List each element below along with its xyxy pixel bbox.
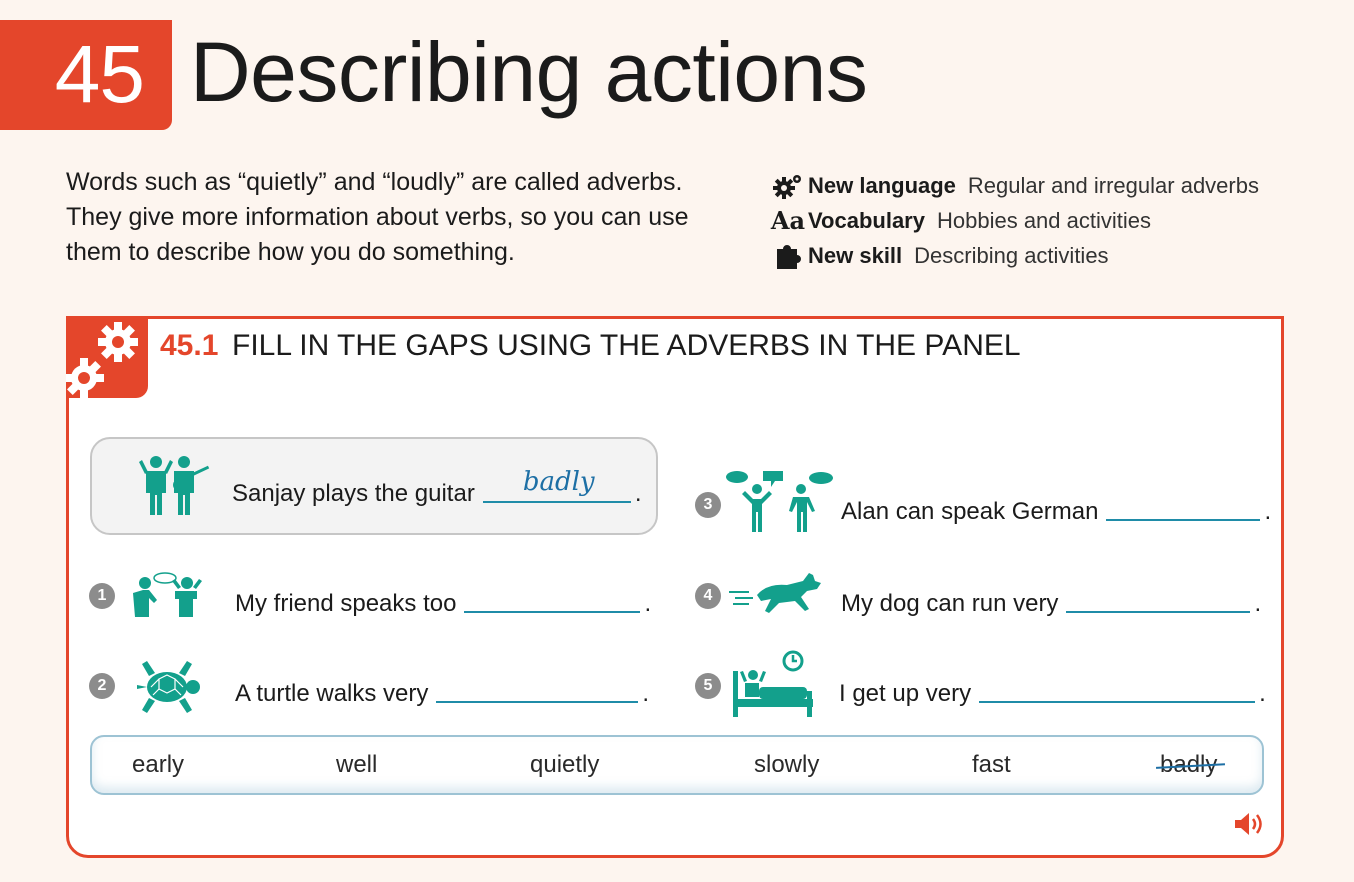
people-speaking-icon bbox=[725, 469, 835, 533]
sentence-end: . bbox=[1254, 590, 1262, 617]
waking-up-in-bed-icon bbox=[731, 649, 815, 719]
question-text: I get up very bbox=[839, 680, 972, 707]
panel-word: fast bbox=[972, 751, 1011, 778]
summary-value: Hobbies and activities bbox=[936, 207, 1151, 233]
unit-number-badge bbox=[0, 20, 172, 130]
guitar-player-icon bbox=[138, 455, 214, 517]
question-text: My friend speaks too bbox=[235, 590, 457, 617]
example-answer: badly bbox=[522, 467, 595, 497]
question-4 bbox=[841, 581, 1261, 618]
summary-value: Regular and irregular adverbs bbox=[967, 172, 1259, 198]
question-text: Alan can speak German bbox=[841, 498, 1099, 525]
summary-new-language bbox=[768, 168, 1259, 203]
question-3 bbox=[841, 489, 1271, 526]
exercise-gear-tab bbox=[66, 316, 148, 398]
question-2 bbox=[235, 671, 649, 708]
unit-number: 45 bbox=[54, 29, 144, 120]
summary-label: New skill bbox=[808, 242, 903, 268]
answer-blank[interactable] bbox=[436, 673, 638, 703]
answer-blank[interactable] bbox=[979, 673, 1255, 703]
question-5 bbox=[839, 671, 1266, 708]
adverb-panel bbox=[90, 735, 1264, 795]
unit-title: Describing actions bbox=[190, 25, 868, 119]
question-number-badge: 2 bbox=[89, 673, 115, 699]
turtle-icon bbox=[135, 653, 201, 717]
panel-word: well bbox=[336, 751, 378, 778]
summary-label: New language bbox=[808, 172, 956, 198]
example-question bbox=[232, 467, 642, 508]
exercise-number: 45.1 bbox=[160, 329, 219, 362]
answer-blank[interactable] bbox=[483, 467, 631, 503]
answer-blank[interactable] bbox=[1106, 491, 1260, 521]
question-1 bbox=[235, 581, 651, 618]
speaker-audio-icon[interactable] bbox=[1233, 811, 1263, 837]
question-text: Sanjay plays the guitar bbox=[232, 480, 475, 507]
sentence-end: . bbox=[642, 680, 650, 707]
intro-text: Words such as “quietly” and “loudly” are called adverbs. They give more information about verbs, so you can use them to describe how you do something. bbox=[66, 168, 689, 266]
question-text: A turtle walks very bbox=[235, 680, 429, 707]
panel-word: slowly bbox=[754, 751, 820, 778]
running-dog-icon bbox=[729, 571, 825, 613]
answer-blank[interactable] bbox=[464, 583, 640, 613]
puzzle-icon bbox=[768, 243, 808, 269]
question-number-badge: 5 bbox=[695, 673, 721, 699]
vocabulary-aa-icon: Aa bbox=[770, 206, 806, 235]
summary-vocabulary bbox=[768, 203, 1259, 238]
question-number-badge: 3 bbox=[695, 492, 721, 518]
summary-label: Vocabulary bbox=[808, 207, 925, 233]
example-sentence-box bbox=[90, 437, 658, 535]
exercise-box bbox=[66, 316, 1284, 858]
gears-icon bbox=[66, 316, 148, 398]
answer-blank[interactable] bbox=[1066, 583, 1250, 613]
question-text: My dog can run very bbox=[841, 590, 1059, 617]
question-number-badge: 1 bbox=[89, 583, 115, 609]
panel-word: early bbox=[132, 751, 185, 778]
sentence-end: . bbox=[644, 590, 652, 617]
panel-word-crossed: badly bbox=[1160, 751, 1218, 778]
unit-summary bbox=[768, 168, 1259, 273]
sentence-end: . bbox=[1259, 680, 1266, 707]
panel-word: quietly bbox=[530, 751, 600, 778]
summary-value: Describing activities bbox=[914, 242, 1109, 268]
gears-icon bbox=[768, 173, 808, 199]
exercise-title: FILL IN THE GAPS USING THE ADVERBS IN THE PANEL bbox=[232, 329, 1021, 362]
friends-talking-icon bbox=[129, 571, 209, 617]
sentence-end: . bbox=[634, 480, 642, 507]
summary-new-skill bbox=[768, 238, 1259, 273]
sentence-end: . bbox=[1264, 498, 1272, 525]
question-number-badge: 4 bbox=[695, 583, 721, 609]
